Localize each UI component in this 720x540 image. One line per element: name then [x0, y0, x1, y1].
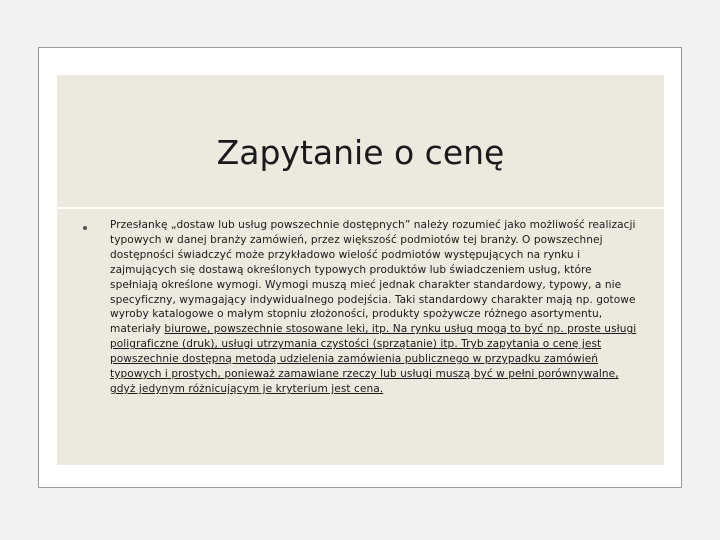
slide-title: Zapytanie o cenę — [216, 133, 505, 172]
slide-body-text — [110, 218, 640, 397]
slide-content-panel — [57, 75, 664, 465]
body-text-underlined: biurowe, powszechnie stosowane leki, itp. Na rynku usług mogą to być np. proste usługi poligraficzne (druk), usługi utrzymania czystości (sprzątanie) itp. Tryb zapytania o cenę jest powszechnie dostępną metodą udzielenia zamówienia publicznego w przypadku zamówień typowych i prostych, ponieważ zamawiane rzeczy lub usługi muszą być w pełni porównywalne, gdyż jedynym różnicującym je kryterium jest cena. — [110, 323, 637, 395]
title-divider — [57, 207, 664, 209]
bullet-dot-icon — [83, 226, 87, 230]
body-text-plain: Przesłankę „dostaw lub usług powszechnie dostępnych” należy rozumieć jako możliwość realizacji typowych w danej branży zamówień, przez większość podmiotów tej branży. O powszechnej dostępności świadczyć może przykładowo wielość podmiotów występujących na rynku i zajmujących się dostawą określonych typowych produktów lub świadczeniem usług, które spełniają określone wymogi. Wymogi muszą mieć jednak charakter standardowy, typowy, a nie specyficzny, wymagający indywidualnego podejścia. Taki standardowy charakter mają np. gotowe wyroby katalogowe o małym stopniu złożoności, produkty spożywcze różnego asortymentu, materiały — [110, 219, 636, 336]
